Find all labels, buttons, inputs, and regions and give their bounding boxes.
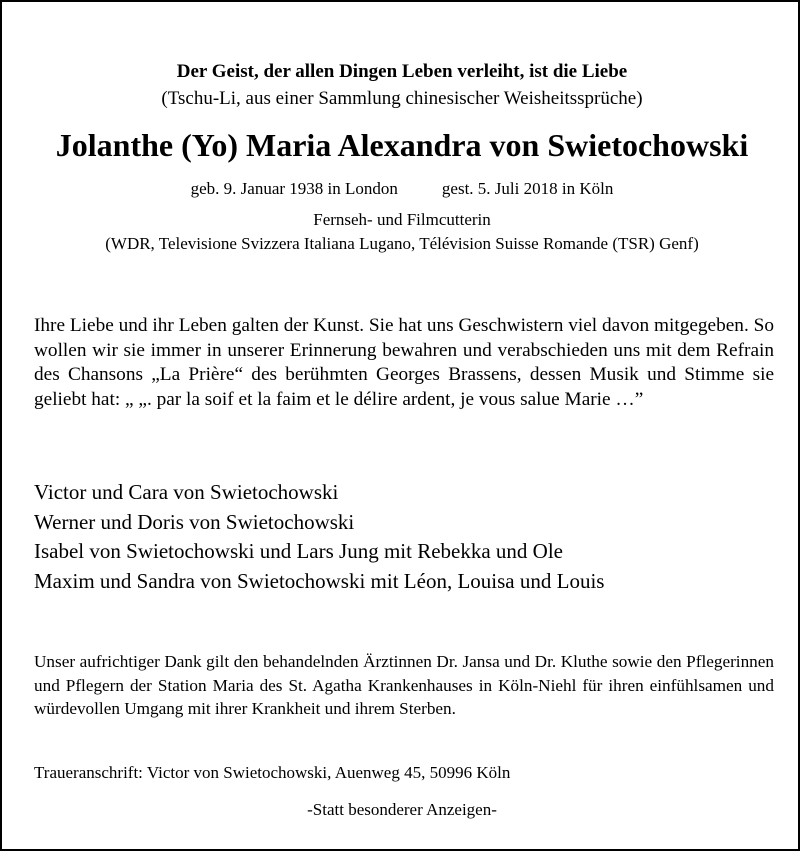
- death-date: gest. 5. Juli 2018 in Köln: [441, 179, 614, 198]
- thanks-text: Unser aufrichtiger Dank gilt den behandelnden Ärztinnen Dr. Jansa und Dr. Kluthe sowie den Pflegerinnen und Pflegern der Station Maria des St. Agatha Krankenhauses in Köln-Niehl für ihren einfühlsamen und würdevollen Umgang mit ihrer Krankheit und ihrem Sterben.: [34, 652, 774, 718]
- family-list: [34, 478, 774, 596]
- family-member: Maxim und Sandra von Swietochowski mit Léon, Louisa und Louis: [34, 568, 605, 593]
- employers: (WDR, Televisione Svizzera Italiana Lugano, Télévision Suisse Romande (TSR) Genf): [105, 234, 699, 253]
- notice-line: -Statt besonderer Anzeigen-: [307, 800, 497, 819]
- family-member: Werner und Doris von Swietochowski: [34, 509, 355, 534]
- deceased-name: Jolanthe (Yo) Maria Alexandra von Swietochowski: [55, 127, 749, 163]
- mourning-address: Traueranschrift: Victor von Swietochowski, Auenweg 45, 50996 Köln: [34, 763, 511, 782]
- birth-date: geb. 9. Januar 1938 in London: [190, 179, 398, 198]
- life-dates: [2, 177, 800, 201]
- motto: [2, 58, 800, 112]
- family-member: Victor und Cara von Swietochowski: [34, 480, 339, 504]
- motto-source: (Tschu-Li, aus einer Sammlung chinesischer Weisheitssprüche): [161, 88, 643, 109]
- profession: Fernseh- und Filmcutterin: [313, 210, 491, 229]
- tribute-text: Ihre Liebe und ihr Leben galten der Kunst. Sie hat uns Geschwistern viel davon mitgegeben. So wollen wir sie immer in unserer Erinnerung bewahren und verabschieden uns mit dem Refrain des Chansons „La Prière“ des berühmten Georges Brassens, dessen Musik und Stimme sie geliebt hat: „ „. par la soif et la faim et le délire ardent, je vous salue Marie …”: [34, 315, 774, 410]
- motto-quote: Der Geist, der allen Dingen Leben verleiht, ist die Liebe: [176, 61, 628, 82]
- family-member: Isabel von Swietochowski und Lars Jung mit Rebekka und Ole: [34, 539, 563, 563]
- profession-block: [2, 208, 800, 256]
